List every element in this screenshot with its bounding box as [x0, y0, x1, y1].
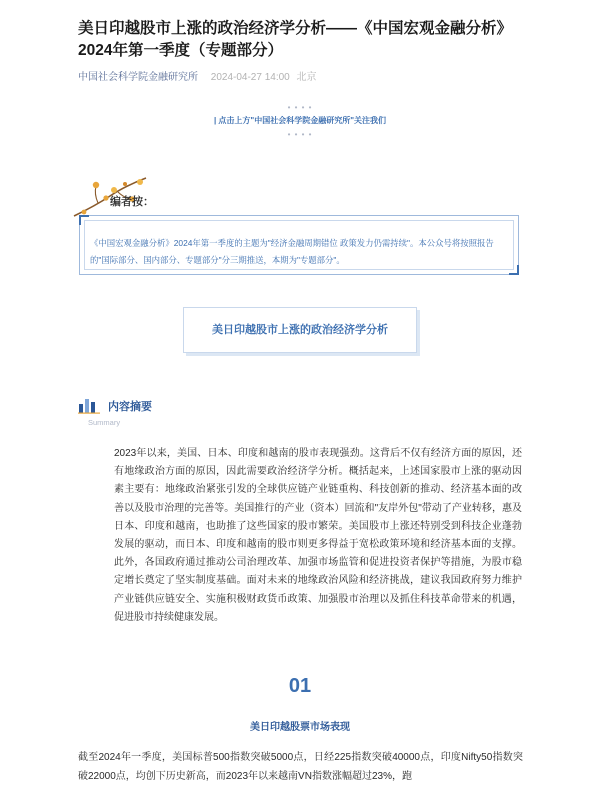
section-number: 01: [288, 675, 312, 697]
publish-date: 2024-04-27 14:00: [210, 72, 290, 83]
article-meta: [78, 68, 317, 83]
section-title-banner: [183, 307, 417, 353]
editor-note-text: 《中国宏观金融分析》2024年第一季度的主题为"经济金融周期错位 政策发力仍需持续"。本公众号将按照报告的"国际部分、国内部分、专题部分"分三期推送，本期为"专题部分"。: [90, 238, 494, 265]
summary-title: 内容摘要: [108, 401, 152, 413]
divider-dots-top: • • • •: [287, 103, 313, 112]
article-title: 美日印越股市上涨的政治经济学分析——《中国宏观金融分析》2024年第一季度（专题部分）: [78, 20, 513, 59]
section-heading: 美日印越股票市场表现: [250, 722, 350, 733]
summary-header: [78, 388, 198, 428]
editor-note-label: 编者按：: [110, 196, 154, 208]
publish-location: 北京: [296, 72, 317, 83]
summary-body: 2023年以来，美国、日本、印度和越南的股市表现强劲。这背后不仅有经济方面的原因，还有地缘政治方面的原因，因此需要政治经济学分析。概括起来，上述国家股市上涨的驱动因素主要有：地缘政治紧张引发的全球供应链产业链重构、科技创新的推动、经济基本面的改善以及股市治理的完善等。美国推行的产业（资本）回流和"友岸外包"带动了产业转移，惠及日本、印度和越南，也助推了这些国家的股市繁荣。美国股市上涨还特别受到科技企业蓬勃发展的驱动，而日本、印度和越南的股市则更多得益于宽松政策环境和经济基本面的支撑。此外，各国政府通过推动公司治理改革、加强市场监管和促进投资者保护等措施，为股市稳定增长奠定了坚实制度基础。面对未来的地缘政治风险和经济挑战，建议我国政府努力维护产业链供应链安全、实施积极财政货币政策、加强股市治理以及抓住科技革命带来的机遇，促进股市持续健康发展。: [114, 448, 522, 623]
section-title-label: 美日印越股市上涨的政治经济学分析: [212, 324, 388, 336]
follow-prompt-link[interactable]: | 点击上方"中国社会科学院金融研究所"关注我们: [213, 116, 387, 125]
bar-chart-icon: [78, 394, 100, 414]
divider-dots-bottom: • • • •: [287, 130, 313, 139]
editor-note-box: [79, 215, 519, 275]
account-name-link[interactable]: 中国社会科学院金融研究所: [78, 72, 198, 83]
summary-subtitle: Summary: [88, 418, 121, 427]
corner-accent-top-left: [79, 215, 89, 225]
corner-accent-bottom-right: [509, 265, 519, 275]
body-paragraph: 截至2024年一季度，美国标普500指数突破5000点，日经225指数突破40000点，印度Nifty50指数突破22000点，均创下历史新高，而2023年以来越南VN指数涨幅超过23%，跑: [78, 752, 523, 782]
